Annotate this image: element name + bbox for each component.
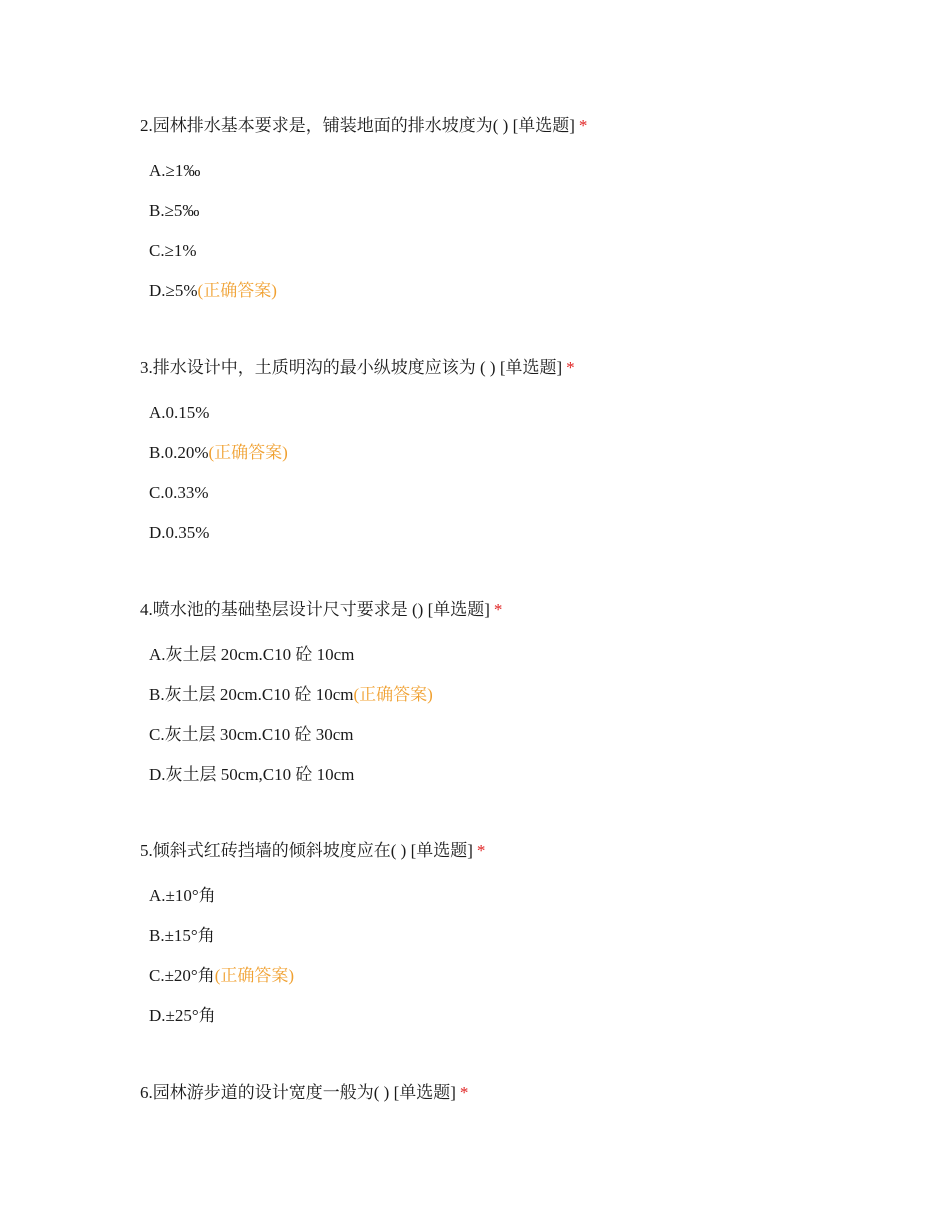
option-text: C.灰土层 30cm.C10 砼 30cm	[149, 725, 354, 744]
required-star: *	[566, 358, 575, 377]
option-text: B.≥5‰	[149, 201, 200, 220]
option-c[interactable]	[149, 724, 900, 746]
correct-answer-label: (正确答案)	[197, 281, 277, 300]
option-b[interactable]	[149, 442, 900, 464]
option-text: B.灰土层 20cm.C10 砼 10cm	[149, 685, 354, 704]
option-c[interactable]	[149, 965, 900, 987]
option-d[interactable]	[149, 280, 900, 302]
option-text: C.±20°角	[149, 966, 215, 985]
question-title	[140, 357, 900, 379]
option-text: D.灰土层 50cm,C10 砼 10cm	[149, 765, 355, 784]
option-a[interactable]	[149, 160, 900, 182]
option-text: B.±15°角	[149, 926, 215, 945]
option-a[interactable]	[149, 402, 900, 424]
question-text: 6.园林游步道的设计宽度一般为( ) [单选题]	[140, 1083, 456, 1102]
correct-answer-label: (正确答案)	[208, 443, 288, 462]
question-title	[140, 599, 900, 621]
question-5	[140, 840, 900, 1045]
question-title	[140, 840, 900, 862]
option-list	[140, 402, 900, 544]
option-text: D.±25°角	[149, 1006, 216, 1025]
option-b[interactable]	[149, 200, 900, 222]
option-d[interactable]	[149, 1005, 900, 1027]
option-c[interactable]	[149, 240, 900, 262]
option-text: D.≥5%	[149, 281, 198, 300]
question-4	[140, 599, 900, 804]
question-6	[140, 1082, 900, 1104]
correct-answer-label: (正确答案)	[353, 685, 433, 704]
option-c[interactable]	[149, 482, 900, 504]
option-text: B.0.20%	[149, 443, 209, 462]
option-list	[140, 160, 900, 302]
required-star: *	[493, 600, 503, 619]
option-text: A.≥1‰	[149, 161, 201, 180]
required-star: *	[459, 1083, 469, 1102]
option-list	[140, 885, 900, 1027]
question-text: 2.园林排水基本要求是，铺装地面的排水坡度为( ) [单选题]	[140, 116, 575, 135]
option-text: A.±10°角	[149, 886, 216, 905]
option-a[interactable]	[149, 644, 900, 666]
option-d[interactable]	[149, 522, 900, 544]
option-d[interactable]	[149, 764, 900, 786]
question-text: 4.喷水池的基础垫层设计尺寸要求是 () [单选题]	[140, 600, 490, 619]
option-a[interactable]	[149, 885, 900, 907]
option-text: C.0.33%	[149, 483, 209, 502]
option-text: A.灰土层 20cm.C10 砼 10cm	[149, 645, 355, 664]
option-text: D.0.35%	[149, 523, 210, 542]
required-star: *	[476, 841, 486, 860]
option-b[interactable]	[149, 925, 900, 947]
option-text: C.≥1%	[149, 241, 197, 260]
question-2	[140, 115, 900, 320]
question-title	[140, 1082, 900, 1104]
correct-answer-label: (正确答案)	[214, 966, 295, 985]
option-b[interactable]	[149, 684, 900, 706]
question-title	[140, 115, 900, 137]
required-star: *	[578, 116, 588, 135]
option-list	[140, 644, 900, 786]
question-text: 3.排水设计中，土质明沟的最小纵坡度应该为 ( ) [单选题]	[140, 358, 563, 377]
question-3	[140, 357, 900, 562]
question-text: 5.倾斜式红砖挡墙的倾斜坡度应在( ) [单选题]	[140, 841, 473, 860]
option-text: A.0.15%	[149, 403, 210, 422]
